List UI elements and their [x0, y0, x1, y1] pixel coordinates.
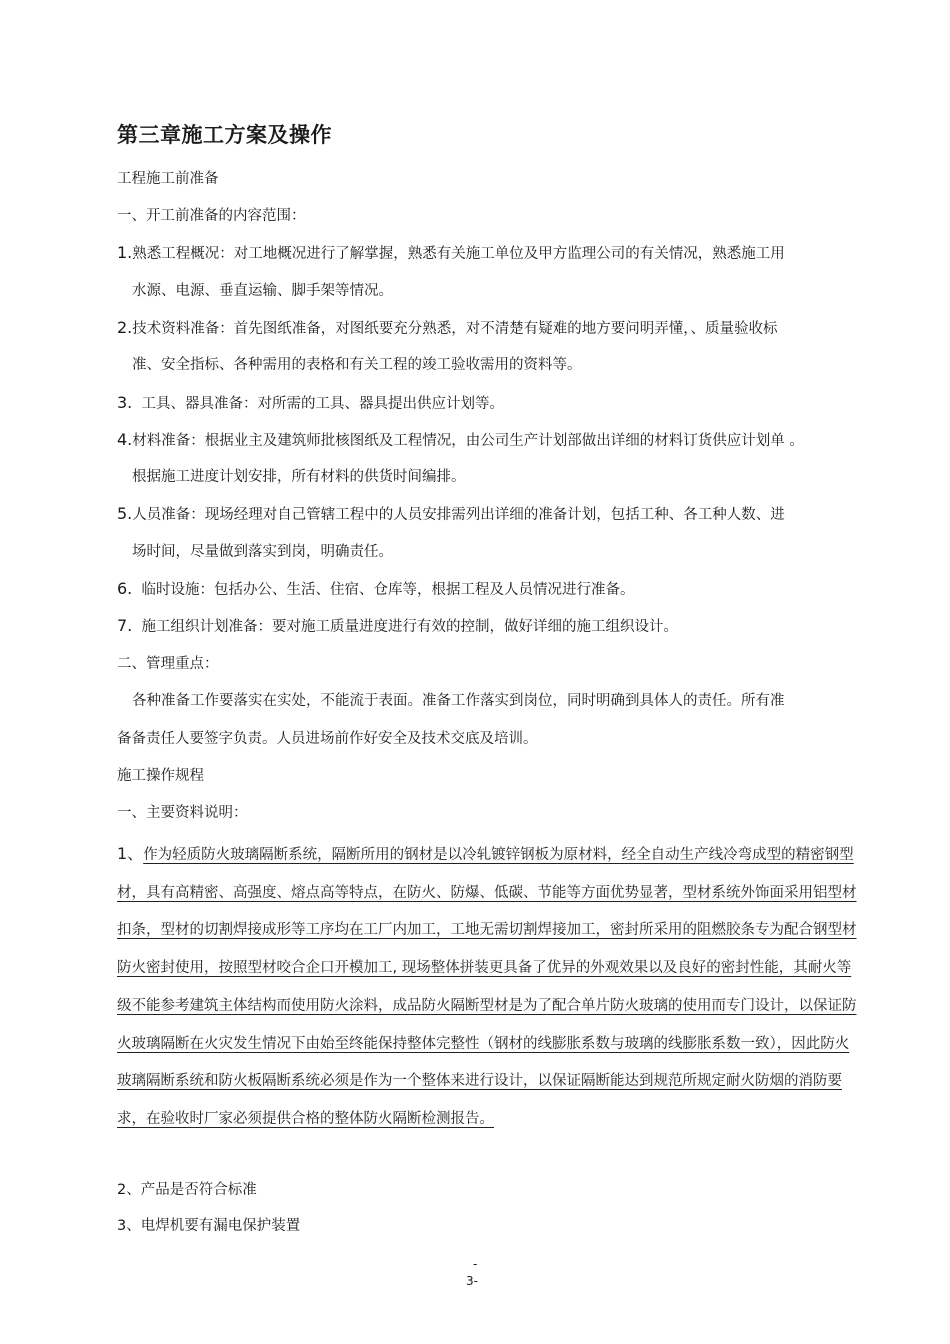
item-number: 5.: [117, 504, 133, 523]
item-text: 熟悉工程概况：对工地概况进行了解掌握，熟悉有关施工单位及甲方监理公司的有关情况，熟悉施工用: [132, 246, 785, 262]
item-number: 1、: [117, 844, 144, 863]
list-item: [117, 616, 678, 637]
paragraph-line: 备备责任人要签字负责。人员进场前作好安全及技术交底及培训。: [117, 731, 538, 747]
item-continuation: 水源、电源、垂直运输、脚手架等情况。: [132, 283, 393, 299]
underlined-paragraph: [117, 835, 862, 1139]
item-number: 3.: [117, 393, 133, 412]
list-item: 3、电焊机要有漏电保护装置: [117, 1218, 301, 1234]
item-text: 技术资料准备：首先图纸准备，对图纸要充分熟悉，对不清楚有疑难的地方要问明弄懂，、质量验收标: [132, 321, 778, 337]
item-text: 施工组织计划准备：要对施工质量进度进行有效的控制，做好详细的施工组织设计。: [141, 619, 678, 635]
list-item: [117, 579, 634, 600]
list-item: [117, 243, 785, 264]
item-number: 1.: [117, 243, 133, 262]
list-item: [117, 430, 804, 451]
item-text: 工具、器具准备：对所需的工具、器具提出供应计划等。: [141, 396, 504, 412]
item-continuation: 场时间，尽量做到落实到岗，明确责任。: [132, 544, 393, 560]
item-number: 7.: [117, 616, 133, 635]
item-number: 2.: [117, 318, 133, 337]
page-footer-dash: -: [473, 1257, 478, 1271]
item-text: 临时设施：包括办公、生活、住宿、仓库等，根据工程及人员情况进行准备。: [141, 582, 635, 598]
item-continuation: 准、安全指标、各种需用的表格和有关工程的竣工验收需用的资料等。: [132, 357, 582, 373]
section-heading-procedures: 施工操作规程: [117, 768, 204, 784]
list-item: 2、产品是否符合标准: [117, 1182, 257, 1198]
item-text: 人员准备：现场经理对自己管辖工程中的人员安排需列出详细的准备计划，包括工种、各工种人数、进: [132, 507, 785, 523]
subheading-management: 二、管理重点：: [117, 656, 219, 672]
section-heading-preparation: 工程施工前准备: [117, 171, 219, 187]
item-continuation: 根据施工进度计划安排，所有材料的供货时间编排。: [132, 469, 466, 485]
chapter-title: 第三章施工方案及操作: [117, 123, 332, 147]
list-item: [117, 318, 778, 339]
item-number: 4.: [117, 430, 133, 449]
item-number: 6.: [117, 579, 133, 598]
list-item: [117, 504, 785, 525]
paragraph-line: 各种准备工作要落实在实处，不能流于表面。准备工作落实到岗位，同时明确到具体人的责任。所有准: [132, 693, 785, 709]
list-item: [117, 393, 504, 414]
item-text: 材料准备：根据业主及建筑师批核图纸及工程情况，由公司生产计划部做出详细的材料订货供应计划单 。: [132, 433, 804, 449]
underlined-text: 作为轻质防火玻璃隔断系统，隔断所用的钢材是以冷轧镀锌钢板为原材料，经全自动生产线冷弯成型的精密钢型材，具有高精密、高强度、熔点高等特点，在防火、防爆、低碳、节能等方面优势显著，型材系统外饰面采用铝型材扣条，型材的切割焊接成形等工序均在工厂内加工，工地无需切割焊接加工，密封所采用的阻燃胶条专为配合钢型材防火密封使用，按照型材咬合企口开模加工, 现场整体拼装更具备了优异的外观效果以及良好的密封性能，其耐火等级不能参考建筑主体结构而使用防火涂料，成品防火隔断型材是为了配合单片防火玻璃的使用而专门设计，以保证防火玻璃隔断在火灾发生情况下由始至终能保持整体完整性（钢材的线膨胀系数与玻璃的线膨胀系数一致），因此防火玻璃隔断系统和防火板隔断系统必须是作为一个整体来进行设计，以保证隔断能达到规范所规定耐火防烟的消防要求，在验收时厂家必须提供合格的整体防火隔断检测报告。: [117, 847, 857, 1127]
page-number: 3-: [466, 1274, 478, 1288]
subheading-scope: 一、开工前准备的内容范围：: [117, 208, 306, 224]
subheading-materials: 一、主要资料说明：: [117, 805, 248, 821]
